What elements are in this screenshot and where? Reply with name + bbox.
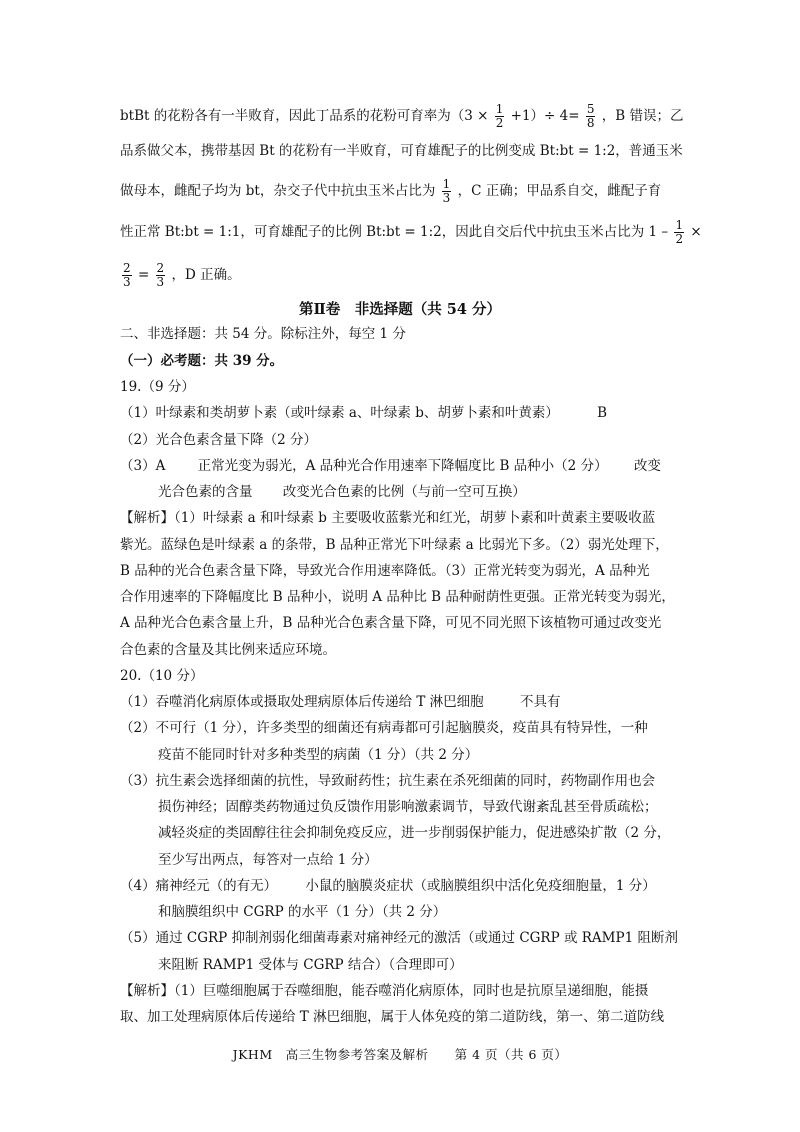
text: （3）A	[120, 458, 166, 474]
fraction-half: $\frac{1}{2}$	[495, 102, 504, 130]
text: =	[137, 267, 150, 283]
fraction-two-thirds-2: $\frac{2}{3}$	[156, 261, 165, 289]
text: +1）÷ 4=	[510, 108, 580, 124]
prev-line-4	[120, 219, 702, 246]
q19-answer-1	[120, 403, 607, 423]
q20-explanation-2: 取、加工处理病原体后传递给 T 淋巴细胞，属于人体免疫的第二道防线，第一、第二道防线	[120, 1009, 665, 1025]
q20-answer-3-cont-1: 损伤神经；固醇类药物通过负反馈作用影响激素调节，导致代谢紊乱甚至骨质疏松；	[158, 799, 658, 815]
q19-answer-3	[120, 456, 661, 476]
text: （1）叶绿素和类胡萝卜素（或叶绿素 a、叶绿素 b、胡萝卜素和叶黄素）	[120, 405, 559, 421]
q19-explanation-5: A 品种光合色素含量上升，B 品种光合色素含量下降，可见不同光照下该植物可通过改变光	[120, 615, 662, 631]
q20-answer-1	[120, 692, 560, 712]
q19-explanation-6: 合色素的含量及其比例来适应环境。	[120, 642, 336, 658]
q20-answer-4	[120, 876, 656, 896]
q20-answer-4-cont: 和脑膜组织中 CGRP 的水平（1 分）（共 2 分）	[158, 904, 447, 920]
fraction-two-thirds: $\frac{2}{3}$	[123, 261, 131, 289]
q20-answer-3-cont-3: 至少写出两点，每答对一点给 1 分）	[158, 852, 378, 868]
text: 性正常 Bt:bt = 1:1，可育雄配子的比例 Bt:bt = 1:2，因此自交后代中抗虫玉米占比为 1 –	[120, 224, 669, 240]
q20-answer-3-cont-2: 减轻炎症的类固醇往往会抑制免疫反应，进一步削弱保护能力，促进感染扩散（2 分，	[158, 825, 671, 841]
q19-explanation-4: 合作用速率的下降幅度比 B 品种小，说明 A 品种比 B 品种耐荫性更强。正常光转变为弱光，	[120, 589, 675, 605]
text: btBt 的花粉各有一半败育，因此丁品系的花粉可育率为（3 ×	[120, 108, 489, 124]
text: ，B 错误；乙	[601, 108, 684, 124]
prev-line-3	[120, 178, 661, 205]
q19-explanation-1: 【解析】（1）叶绿素 a 和叶绿素 b 主要吸收蓝紫光和红光，胡萝卜素和叶黄素主要吸收蓝	[120, 510, 656, 526]
text: 不具有	[519, 694, 561, 710]
text: 小鼠的脑膜炎症状（或脑膜组织中活化免疫细胞量，1 分）	[305, 878, 656, 894]
q19-explanation-3: B 品种的光合色素含量下降，导致光合作用速率降低。（3）正常光转变为弱光，A 品种光	[120, 563, 650, 579]
prev-line-5	[120, 262, 241, 289]
page-footer: JKHM 高三生物参考答案及解析 第 4 页（共 6 页）	[232, 1047, 568, 1062]
section-title: 第Ⅱ卷 非选择题（共 54 分）	[299, 301, 501, 318]
q20-answer-5: （5）通过 CGRP 抑制剂弱化细菌毒素对痛神经元的激活（或通过 CGRP 或 RAMP1 阻断剂	[120, 930, 678, 946]
text: ×	[690, 224, 702, 240]
q20-number: 20.（10 分）	[120, 668, 204, 684]
q20-answer-3: （3）抗生素会选择细菌的抗性，导致耐药性；抗生素在杀死细菌的同时，药物副作用也会	[120, 773, 656, 789]
text: 做母本，雌配子均为 bt，杂交子代中抗虫玉米占比为	[120, 183, 436, 199]
q20-answer-2-cont: 疫苗不能同时针对多种类型的病菌（1 分）（共 2 分）	[158, 747, 479, 763]
text: 改变	[633, 458, 661, 474]
text: B	[597, 405, 608, 421]
text: ，D 正确。	[171, 267, 241, 283]
fraction-five-eighths: $\frac{5}{8}$	[586, 102, 595, 130]
subsection-header: （一）必考题：共 39 分。	[120, 353, 284, 369]
section-header: 二、非选择题：共 54 分。除标注外，每空 1 分	[120, 326, 406, 342]
text: 光合色素的含量	[158, 484, 253, 500]
q19-answer-3-cont	[158, 482, 526, 502]
prev-line-1	[120, 103, 684, 130]
text: （1）吞噬消化病原体或摄取处理病原体后传递给 T 淋巴细胞	[120, 694, 484, 710]
q19-explanation-2: 紫光。蓝绿色是叶绿素 a 的条带，B 品种正常光下叶绿素 a 比弱光下多。（2）弱光处理下，	[120, 537, 669, 553]
fraction-one-third: $\frac{1}{3}$	[442, 177, 451, 205]
q20-explanation-1: 【解析】（1）巨噬细胞属于吞噬细胞，能吞噬消化病原体，同时也是抗原呈递细胞，能摄	[120, 983, 649, 999]
text: （4）痛神经元（的有无）	[120, 878, 278, 894]
q19-number: 19.（9 分）	[120, 379, 195, 395]
q20-answer-2: （2）不可行（1 分），许多类型的细菌还有病毒都可引起脑膜炎，疫苗具有特异性，一种	[120, 720, 648, 736]
text: ，C 正确；甲品系自交，雌配子育	[457, 183, 662, 199]
text: 改变光合色素的比例（与前一空可互换）	[282, 484, 526, 500]
q20-answer-5-cont: 来阻断 RAMP1 受体与 CGRP 结合）（合理即可）	[158, 957, 463, 973]
text: 正常光变为弱光，A 品种光合作用速率下降幅度比 B 品种小（2 分）	[197, 458, 608, 474]
prev-line-2: 品系做父本，携带基因 Bt 的花粉有一半败育，可育雄配子的比例变成 Bt:bt = 1:2，普通玉米	[120, 143, 683, 159]
fraction-half-2: $\frac{1}{2}$	[675, 218, 684, 246]
q19-answer-2: （2）光合色素含量下降（2 分）	[120, 432, 317, 448]
